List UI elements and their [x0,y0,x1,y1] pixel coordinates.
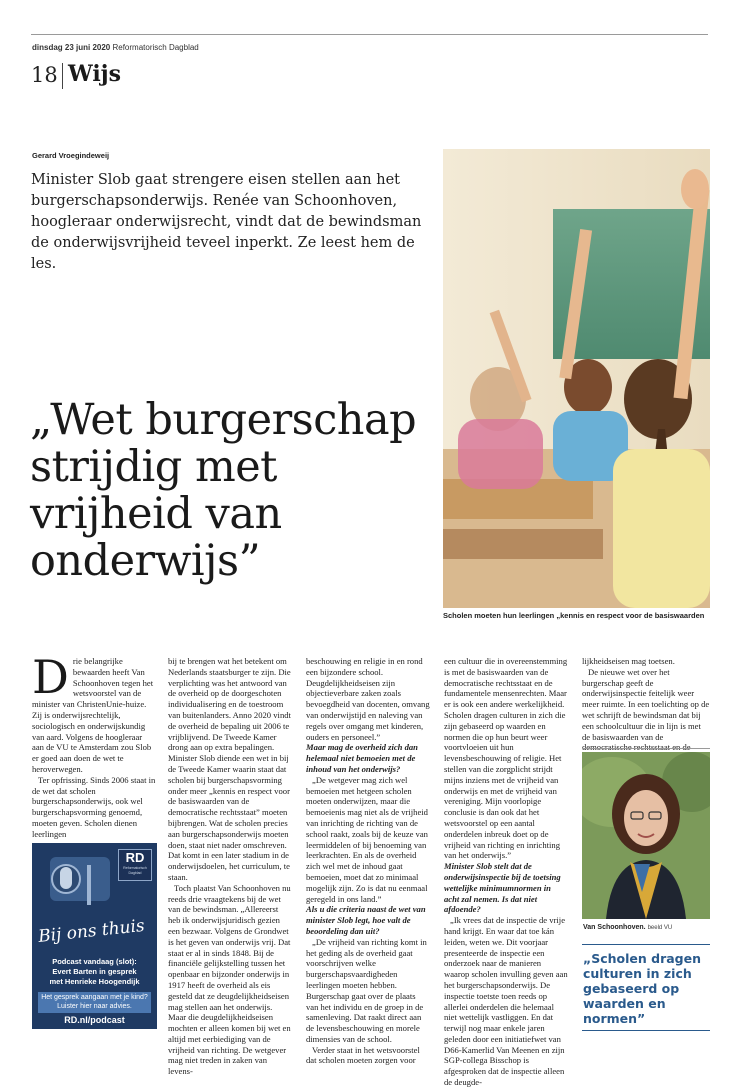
paragraph: Verder staat in het wetsvoorstel dat scholen moeten zorgen voor [306,1044,420,1066]
pull-quote: „Scholen dragen culturen in zich gebaseerd op waarden en normen” [583,951,701,1026]
paragraph: Ter opfrissing. Sinds 2006 staat in de wet dat scholen burgerschapsonderwijs, ook wel burgerschapsvorming genoemd, moeten geven. Scholen dienen leerlingen [32,774,156,839]
body-column-3 [306,656,430,1066]
paragraph: „De wetgever mag zich wel bemoeien met hetgeen scholen moeten onderwijzen, maar die bemoeienis mag niet als de vrijheid van inrichting de richting van de school raakt, zoals bij de keuze van leermiddelen of bij benoeming van leerkrachten. En als de overheid zich wel met de inhoud gaat bemoeien, moet dat zo minimaal mogelijk zijn. Zo is dat nu eenmaal geregeld in ons land.” [306,774,428,904]
date: dinsdag 23 juni 2020 [32,43,111,52]
portrait-photo [582,752,710,919]
photo-caption: Scholen moeten hun leerlingen „kennis en respect voor de basiswaarden [443,611,705,620]
ad-text-line: Podcast vandaag (slot): [52,957,137,966]
dateline [32,43,199,52]
paragraph: beschouwing en religie in en rond een bijzondere school. Deugdelijkheidseisen zijn objectieverbare zaken zoals bevoegdheid van docenten, omvang van onderwijstijd en naleving van regels over omgang met kinderen, ouders en personeel.” [306,656,430,742]
byline: Gerard Vroegindeweij [32,151,110,160]
headline-line: „Wet burgerschap [30,395,417,445]
publication-name: Reformatorisch Dagblad [112,43,199,52]
portrait-illustration [582,752,710,919]
paragraph: bij te brengen wat het betekent om Nederlands staatsburger te zijn. Die verplichting was het antwoord van de overheid op de doorgeschoten individualisering en de toestroom van buitenlanders. Anno 2020 vindt de overheid de bepaling uit 2006 te vrijblijvend. De Tweede Kamer drong aan op extra bepalingen. Minister Slob diende een wet in bij de Tweede Kamer waarin staat dat scholen bij burgerschapsvorming onder meer „kennis en respect voor de basiswaarden van de democratische rechtsstaat” moeten bijbrengen. Wat de scholen precies aan burgerschapsonderwijs moeten doen, staat niet nader omschreven. Dat komt in een later stadium in de onderwijsdoelen, het curriculum, te staan. [168,656,291,882]
headline-line: strijdig met [30,442,277,492]
paragraph: rie belangrijke bewaarden heeft Van Schoonhoven tegen het wetsvoorstel van de minister van ChristenUnie-huize. Zij is onderwijsrechtelijk, sociologisch en onderwijskundig van aard. Volgens de hoogleraar aan de VU te Amsterdam zou Slob er goed aan doen de wet te heroverwegen. [32,656,154,774]
paragraph: een cultuur die in overeenstemming is met de basiswaarden van de democratische rechtsstaat en de fundamentele mensenrechten. Maar er is ook een andere werkelijkheid. Scholen dragen culturen in zich die zijn gebaseerd op waarden en normen die op hun beurt weer voortvloeien uit hun levensbeschouwing of religie. Het stellen van die zorgplicht strijdt mijns inziens met de vrijheid van onderwijs en met de vrijheid van vereniging. Mijn voorlopige conclusie is dan ook dat het wetsvoorstel op een aantal onderdelen inbreuk doet op de vrijheid van richting en inrichting van het onderwijs.” [444,656,568,861]
article-intro: Minister Slob gaat strengere eisen stellen aan het burgerschapsonderwijs. Renée van Schoonhoven, hoogleraar onderwijsrecht, vindt dat de bewindsman de onderwijsvrijheid teveel inperkt. Ze leest hem de les. [31,172,422,272]
paragraph: „Ik vrees dat de inspectie de vrije hand krijgt. En waar dat toe kán leiden, weten we. Dit voorjaar presenteerde de inspectie een onderzoek naar de manieren waarop scholen invulling geven aan het burgerschapsonderwijs. De inspectie toetste toen reeds op allerlei onderdelen die helemaal niet wettelijk vastliggen. En dat terwijl nog maar enkele jaren geleden door een initiatiefwet van D66-Kamerlid Van Meenen en zijn SGP-collega Bisschop is afgesproken dat de inspectie alleen de deugde- [444,915,568,1088]
ad-text-line: met Henrieke Hoogendijk [49,977,140,986]
portrait-caption-name: Van Schoonhoven. [583,924,646,931]
portrait-caption [583,924,672,931]
ad-text-line: Evert Barten in gesprek [52,967,137,976]
drop-cap: D [32,650,69,704]
ad-script-title: Bij ons thuis [37,915,146,947]
headline [30,397,450,585]
classroom-photo-illustration [443,149,710,608]
classroom-photo [443,149,710,608]
interview-question: Als u die criteria naast de wet van minister Slob legt, hoe valt de beoordeling dan uit? [306,904,426,936]
interview-question: Minister Slob stelt dat de onderwijsinspectie bij de toetsing wettelijke minimumnormen in acht zal nemen. Is dat niet afdoende? [444,861,561,915]
paragraph: Toch plaatst Van Schoonhoven nu reeds drie vraagtekens bij de wet van de bewindsman. „Allereerst heb ik onderwijsjuridisch gezien een bezwaar. Volgens de Grondwet is het geven van onderwijs vrij. Dat staat er al in sinds 1848. Bij de financiële gelijkstelling tussen het openbaar en bijzonder onderwijs in 1917 heeft de overheid als eis gesteld dat ze deugdelijkheidseisen mag stellen aan het onderwijs. Maar die deugdelijkheidseisen mochten er alleen komen bij wet en altijd met eerbiediging van de vrijheid van richting. De wetgever mag niet treden in zaken van levens- [168,882,291,1077]
pullquote-top-rule [582,944,710,945]
paragraph: lijkheidseisen mag toetsen. [582,656,675,666]
section-title: Wijs [68,61,122,87]
pullquote-bottom-rule [582,1030,710,1031]
top-rule [31,34,708,35]
page-number: 18 [31,63,58,87]
paragraph: „De vrijheid van richting komt in het geding als de overheid gaat voorschrijven welke burgerschapsvaardigheden leerlingen moeten hebben. Burgerschap gaat over de plaats van het individu en de groep in de samenleving. Dat raakt direct aan de levensbeschouwing en morele dimensies van de school. [306,936,427,1044]
ad-logo-text: RD [125,850,145,865]
headline-line: onderwijs” [30,536,261,586]
ad-url-link[interactable]: RD.nl/podcast [64,1015,125,1025]
header-divider [62,63,63,89]
ad-logo-subtext: Reformatorisch Dagblad [123,866,147,875]
body-column-4 [444,656,568,1088]
ad-banner: Het gesprek aangaan met je kind? Luister hier naar advies. [38,992,151,1013]
portrait-top-rule [582,748,710,749]
paragraph: De nieuwe wet over het burgerschap geeft de onderwijsinspectie feitelijk weer meer ruimte. In een toelichting op de wet schrijft de bewindsman dat bij een schoolcultuur die in lijn is met de basiswaarden van de [582,666,710,742]
body-column-1 [32,650,156,840]
interview-question: Maar mag de overheid zich dan helemaal niet bemoeien met de inhoud van het onderwijs? [306,742,418,774]
headline-line: vrijheid van [30,489,282,539]
portrait-credit: beeld VU [647,925,673,931]
podcast-advert[interactable] [32,843,157,1029]
ad-logo [118,849,152,881]
body-column-2 [168,656,292,1077]
